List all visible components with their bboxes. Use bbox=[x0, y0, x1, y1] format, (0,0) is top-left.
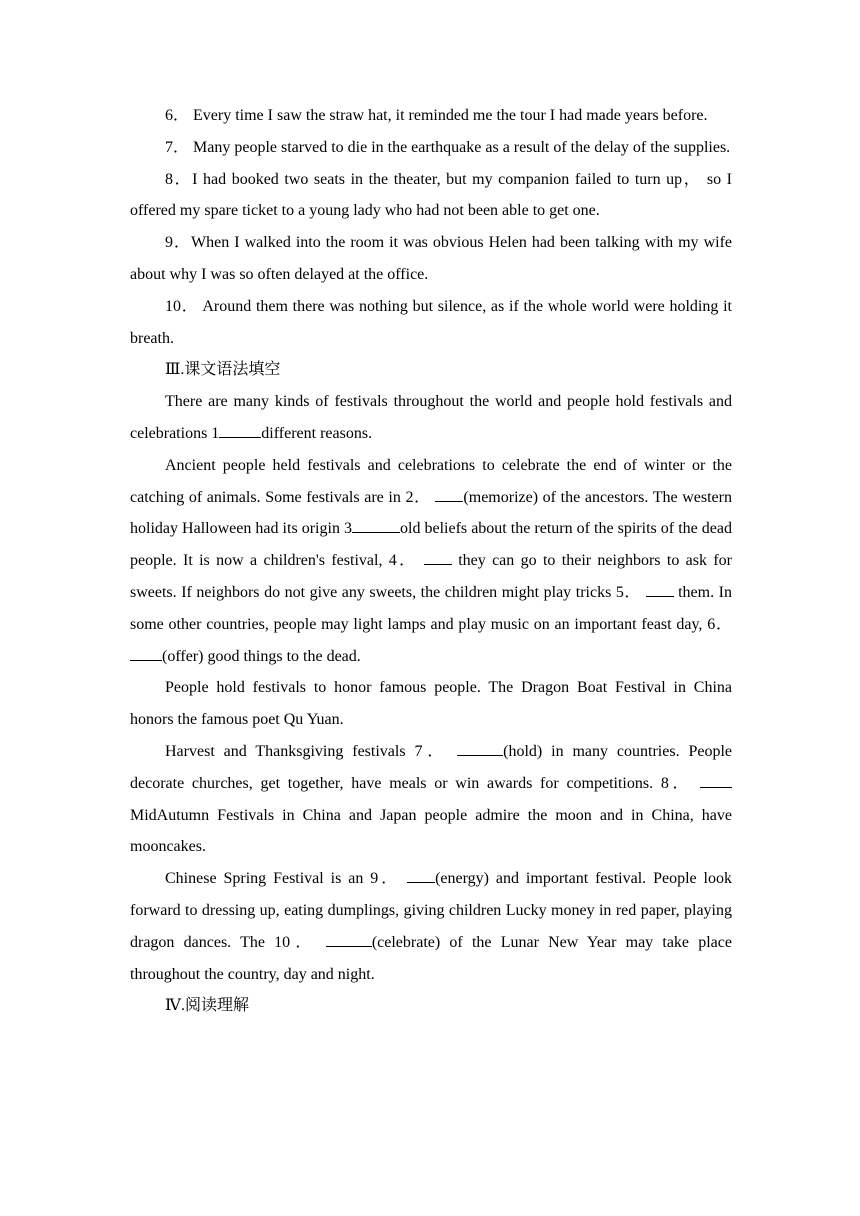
paragraph-text: There are many kinds of festivals throughout the world and people hold festivals and celebrations 1 bbox=[130, 393, 732, 442]
translation-item-7 bbox=[130, 132, 732, 164]
item-number: 8． bbox=[165, 170, 193, 188]
item-text: When I walked into the room it was obvious Helen had been talking with my wife about why I was so often delayed at the office. bbox=[130, 234, 732, 283]
item-number: 10． bbox=[165, 297, 199, 315]
blank-3[interactable] bbox=[352, 518, 400, 533]
paragraph-text: (hold) in many countries. People decorate churches, get together, have meals or win awards for competitions. 8． bbox=[130, 742, 733, 792]
grammar-paragraph-3: People hold festivals to honor famous people. The Dragon Boat Festival in China honors the famous poet Qu Yuan. bbox=[130, 679, 732, 729]
blank-9[interactable] bbox=[407, 868, 435, 883]
paragraph-text: (memorize) of the ancestors. The western holiday Halloween had its origin 3 bbox=[130, 488, 732, 538]
paragraph-text: them. In some other countries, people may light lamps and play music on an important feast day, 6． bbox=[130, 583, 732, 633]
blank-8[interactable] bbox=[700, 773, 732, 788]
grammar-paragraph-2 bbox=[130, 450, 732, 673]
paragraph-text: Chinese Spring Festival is an 9． bbox=[165, 870, 401, 888]
paragraph-text: (energy) and important festival. People look forward to dressing up, eating dumplings, giving children Lucky money in red paper, playing dragon dances. The 10． bbox=[130, 870, 733, 951]
paragraph-text: different reasons. bbox=[261, 424, 373, 442]
translation-item-10 bbox=[130, 291, 732, 355]
blank-7[interactable] bbox=[457, 741, 503, 756]
paragraph-text: Harvest and Thanksgiving festivals 7． bbox=[165, 742, 449, 760]
item-number: 7． bbox=[165, 138, 190, 156]
blank-5[interactable] bbox=[646, 582, 674, 597]
item-text: I had booked two seats in the theater, but my companion failed to turn up， so I offered my spare ticket to a young lady who had not been able to get one. bbox=[130, 170, 732, 220]
paragraph-text: they can go to their neighbors to ask for sweets. If neighbors do not give any sweets, the children might play tricks 5． bbox=[130, 552, 732, 601]
item-text: Around them there was nothing but silence, as if the whole world were holding it breath. bbox=[130, 297, 732, 347]
item-number: 9． bbox=[165, 234, 192, 252]
blank-10[interactable] bbox=[326, 932, 372, 947]
translation-item-8 bbox=[130, 164, 732, 228]
translation-item-9 bbox=[130, 227, 732, 291]
blank-6[interactable] bbox=[130, 646, 162, 661]
paragraph-text: MidAutumn Festivals in China and Japan people admire the moon and in China, have mooncakes. bbox=[130, 806, 732, 856]
item-number: 6． bbox=[165, 107, 190, 124]
section-heading-grammar-fill: Ⅲ.课文语法填空 bbox=[165, 361, 281, 379]
paragraph-text: (celebrate) of the Lunar New Year may take place throughout the country, day and night. bbox=[130, 933, 732, 983]
item-text: Many people starved to die in the earthquake as a result of the delay of the supplies. bbox=[193, 138, 731, 156]
blank-1[interactable] bbox=[219, 423, 261, 438]
blank-4[interactable] bbox=[424, 550, 452, 565]
paragraph-text: Ancient people held festivals and celebrations to celebrate the end of winter or the catching of animals. Some festivals are in 2． bbox=[130, 456, 732, 506]
translation-item-6 bbox=[130, 100, 732, 132]
section-heading-reading: Ⅳ.阅读理解 bbox=[165, 997, 249, 1015]
item-text: Every time I saw the straw hat, it reminded me the tour I had made years before. bbox=[193, 107, 708, 124]
grammar-paragraph-5 bbox=[130, 863, 732, 990]
document-content bbox=[130, 100, 732, 1022]
paragraph-text: (offer) good things to the dead. bbox=[162, 647, 361, 665]
grammar-paragraph-1 bbox=[130, 386, 732, 450]
paragraph-text: old beliefs about the return of the spirits of the dead people. It is now a children's festival, 4． bbox=[130, 520, 732, 570]
grammar-paragraph-4 bbox=[130, 736, 732, 863]
blank-2[interactable] bbox=[435, 487, 463, 502]
